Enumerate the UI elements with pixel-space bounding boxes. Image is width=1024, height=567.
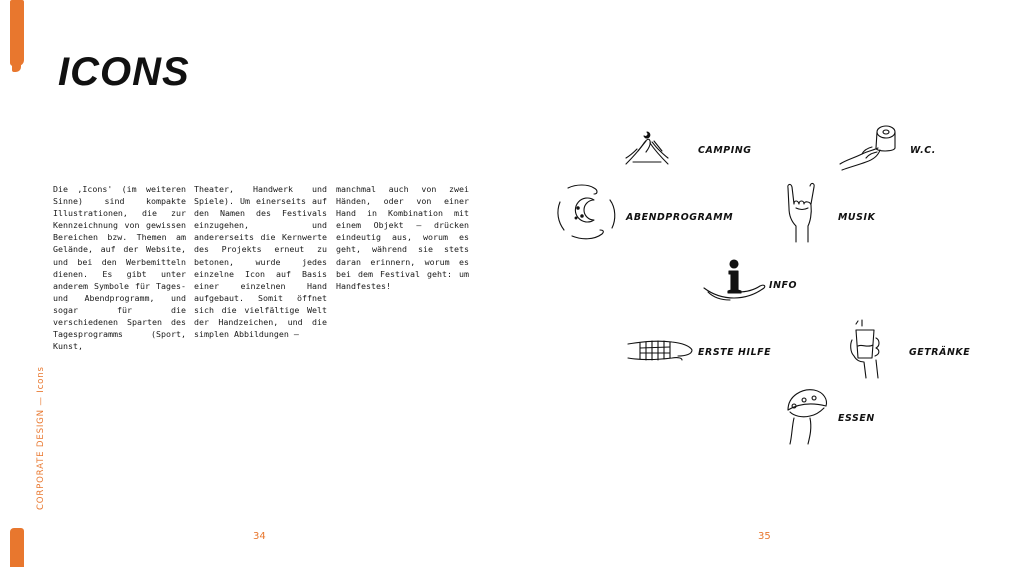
tent-hands-icon <box>624 128 696 170</box>
sidebar-section-label: CORPORATE DESIGN — Icons <box>36 366 46 510</box>
icon-label-essen: ESSEN <box>838 413 875 424</box>
drink-hand-icon <box>846 318 886 382</box>
toilet-roll-hand-icon <box>836 120 906 172</box>
brush-stroke-top <box>10 0 24 66</box>
icon-label-info: INFO <box>769 280 798 291</box>
page-number-left: 34 <box>253 531 266 542</box>
icon-label-camping: CAMPING <box>698 145 752 156</box>
page-title: ICONS <box>58 50 190 94</box>
body-text-column-2: Theater, Handwerk und Spiele). Um einerseits auf den Namen des Festivals einzugehen, und andererseits die Kernwerte des Projekts erneut zu betonen, wurde jedes einzelne Icon auf Basis einer einzelnen Hand aufgebaut. Somit öffnet sich die vielfältige Welt der Handzeichen, und die simplen Abbildungen – <box>194 184 327 340</box>
info-hand-icon <box>702 258 768 302</box>
brush-stroke-bottom <box>10 528 24 567</box>
bandaged-hand-icon <box>626 334 696 368</box>
icon-label-erste-hilfe: ERSTE HILFE <box>698 347 772 358</box>
icon-label-musik: MUSIK <box>838 212 876 223</box>
rock-hand-icon <box>780 182 824 244</box>
page-number-right: 35 <box>758 531 771 542</box>
icon-label-wc: W.C. <box>910 145 936 156</box>
taco-hand-icon <box>780 384 832 446</box>
body-text-column-1: Die ‚Icons' (im weiteren Sinne) sind kompakte Illustrationen, die zur Kennzeichnung von gewissen Bereichen bzw. Themen am Gelände, auf der Website, und bei den Werbemitteln dienen. Es gibt unter anderem Symbole für Tages- und Abendprogramm, und sogar für die verschiedenen Sparten des Tagesprogramms (Sport, Kunst, <box>53 184 186 352</box>
body-text-column-3: manchmal auch von zwei Händen, oder von einer Hand in Kombination mit einem Objekt – drücken eindeutig aus, worum es geht, während sie stets daran erinnern, worum es bei dem Festival geht: um Handfestes! <box>336 184 469 291</box>
moon-stars-hands-icon <box>554 182 622 242</box>
icon-label-abendprogramm: ABENDPROGRAMM <box>626 212 734 223</box>
icon-label-getraenke: GETRÄNKE <box>909 347 971 358</box>
